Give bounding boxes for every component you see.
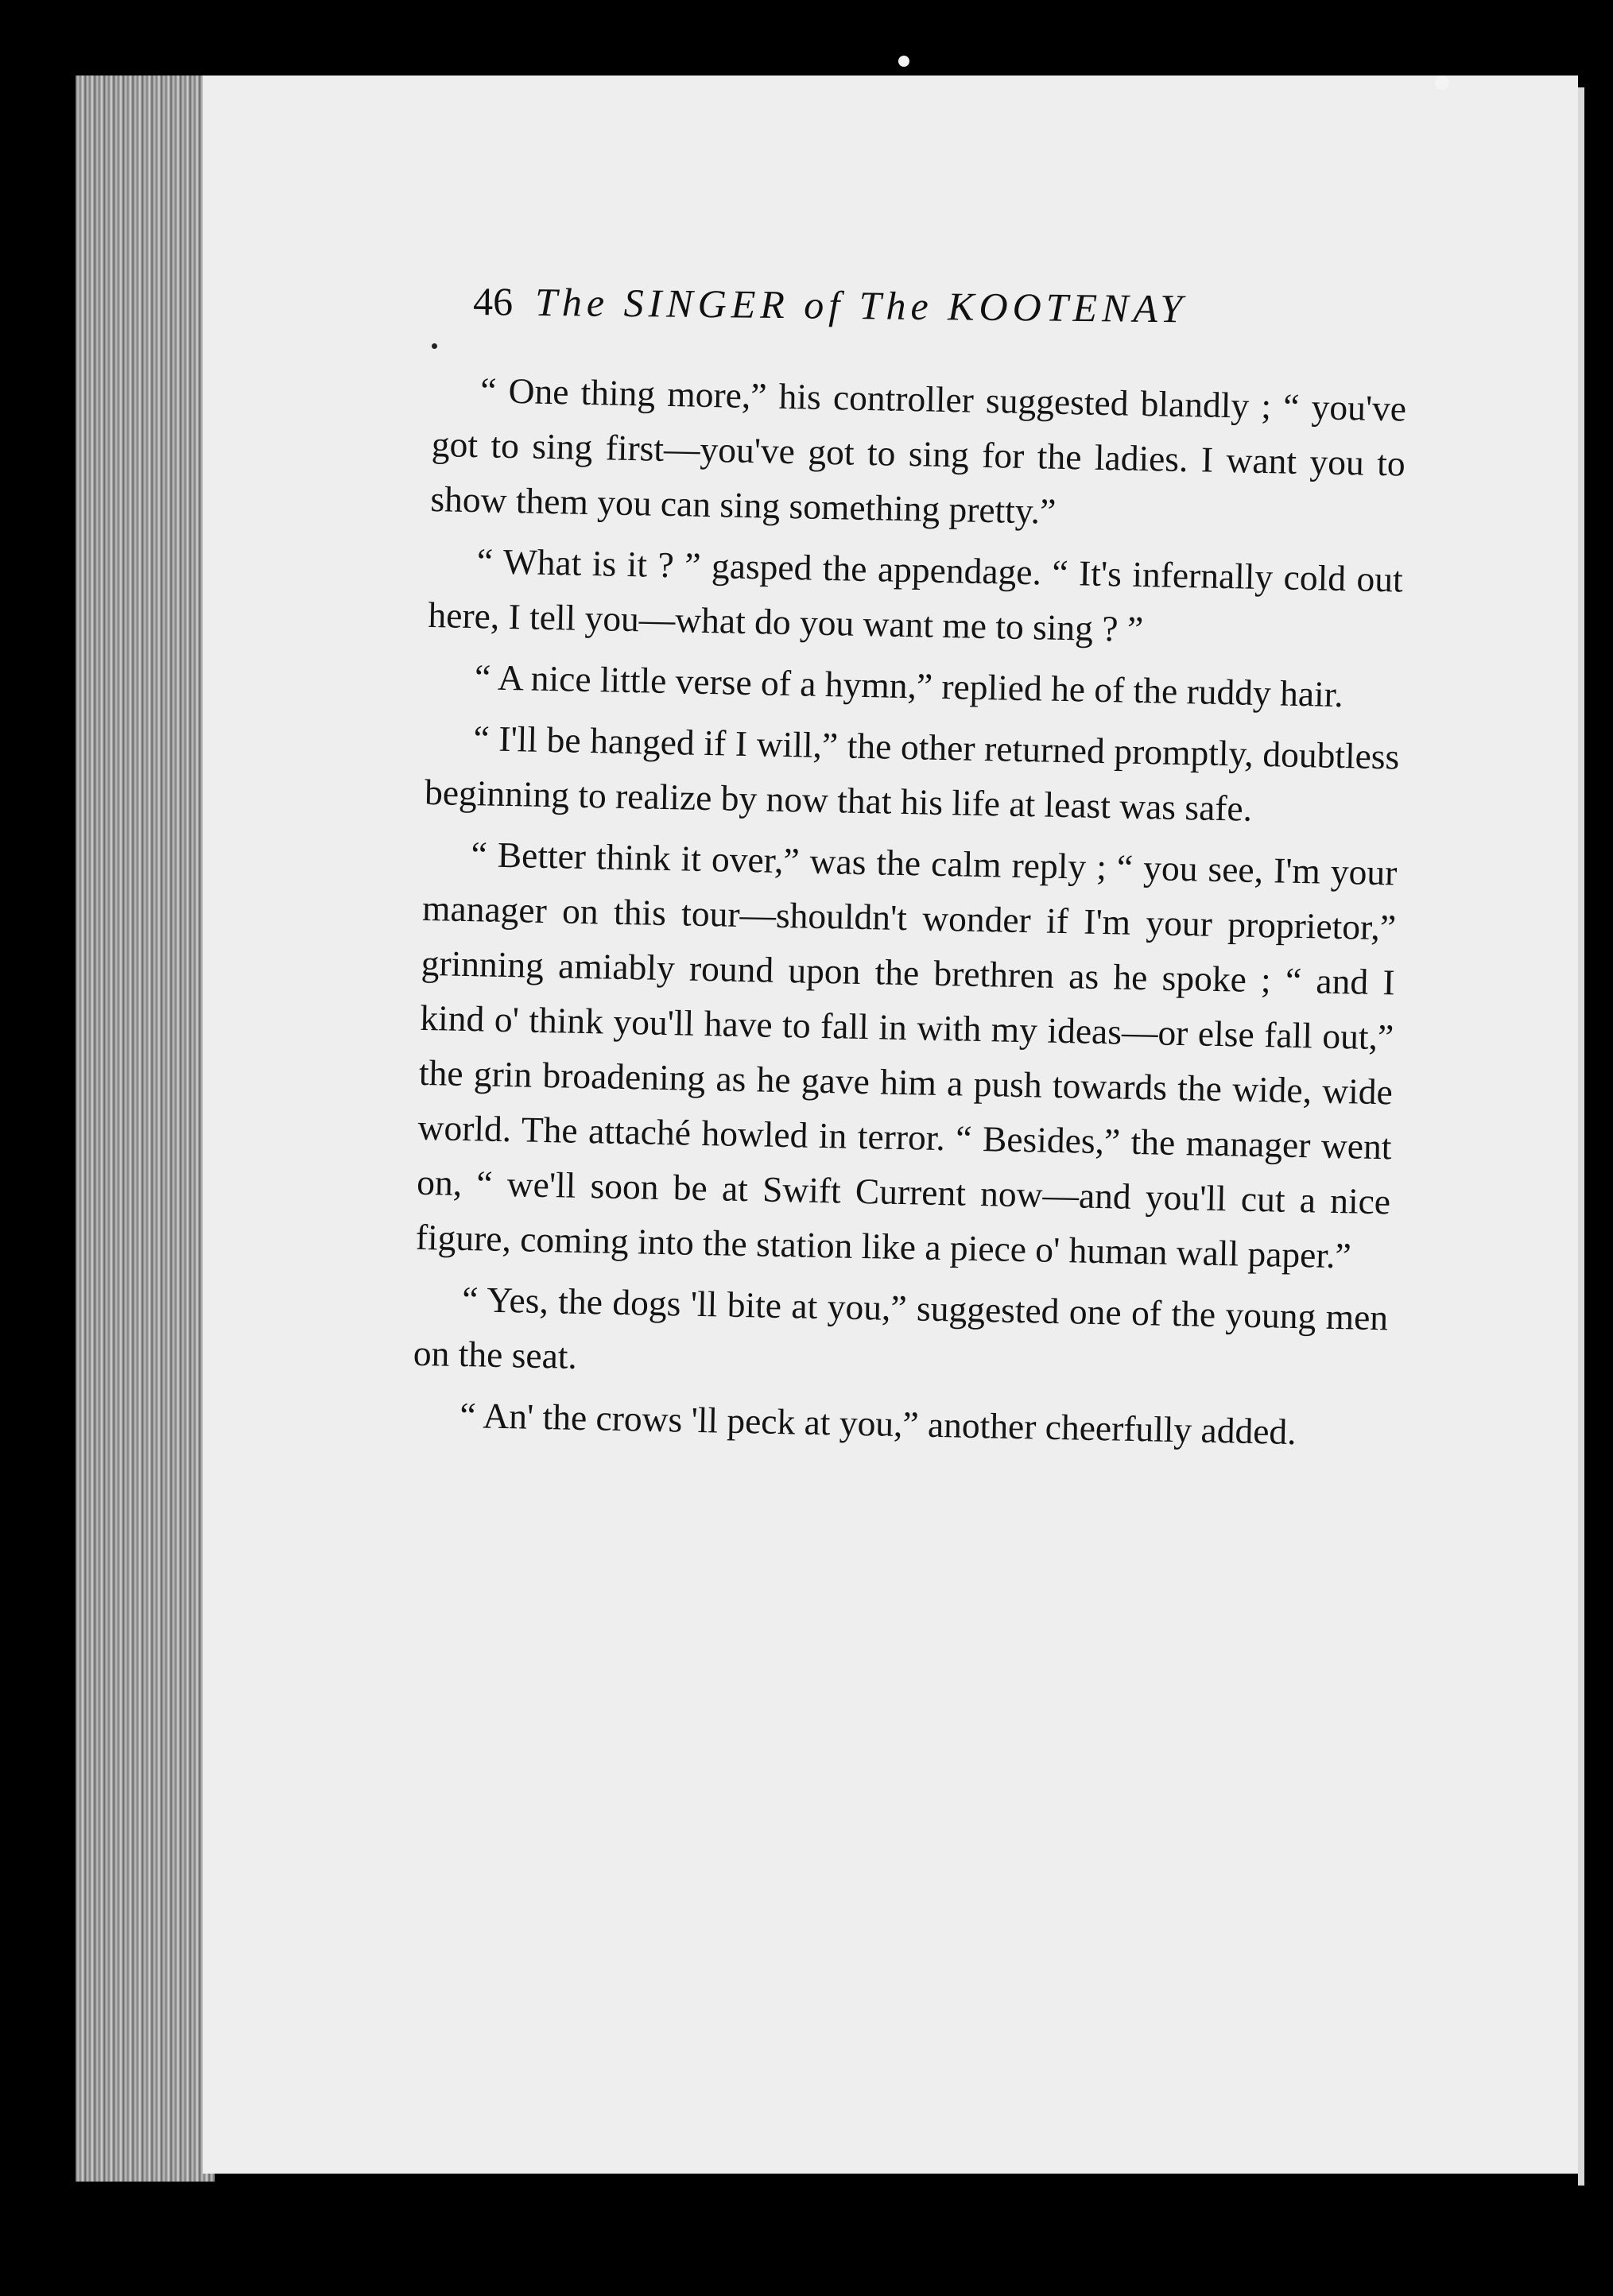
margin-mark <box>432 343 437 349</box>
page-text <box>412 362 1407 1467</box>
paragraph: “ What is it ? ” gasped the appendage. “ It's infernally cold out here, I tell you—what do you want me to sing ? ” <box>428 540 1404 649</box>
scan-speck <box>1435 76 1449 90</box>
running-header <box>473 278 1428 360</box>
book-page-edges <box>76 76 215 2182</box>
paragraph: “ An' the crows 'll peck at you,” another cheerfully added. <box>459 1394 1297 1453</box>
paragraph: “ Better think it over,” was the calm reply ; “ you see, I'm your manager on this tour—shouldn't wonder if I'm your proprietor,” grinning amiably round upon the brethren as he spoke ; “ and I kind o' think you'll have to fall in with my ideas—or else fall out,” the grin broadening as he gave him a push towards the wide, wide world. The attaché howled in terror. “ Besides,” the manager went on, “ we'll soon be at Swift Current now—and you'll cut a nice figure, coming into the station like a piece o' human wall paper.” <box>415 834 1398 1276</box>
running-title: The SINGER of The KOOTENAY <box>534 279 1188 331</box>
facing-page-edge <box>1578 87 1584 2186</box>
paragraph: “ A nice little verse of a hymn,” replied he of the ruddy hair. <box>474 656 1344 715</box>
paragraph: “ One thing more,” his controller suggested blandly ; “ you've got to sing first—you've got to sing for the ladies. I want you to show them you can sing something pretty.” <box>430 370 1407 532</box>
paragraph: “ Yes, the dogs 'll bite at you,” suggested one of the young men on the seat. <box>413 1278 1389 1376</box>
scan-speck <box>898 56 909 67</box>
page-number: 46 <box>472 279 514 324</box>
paragraph: “ I'll be hanged if I will,” the other returned promptly, doubtless beginning to realize by now that his life at least was safe. <box>424 718 1400 829</box>
